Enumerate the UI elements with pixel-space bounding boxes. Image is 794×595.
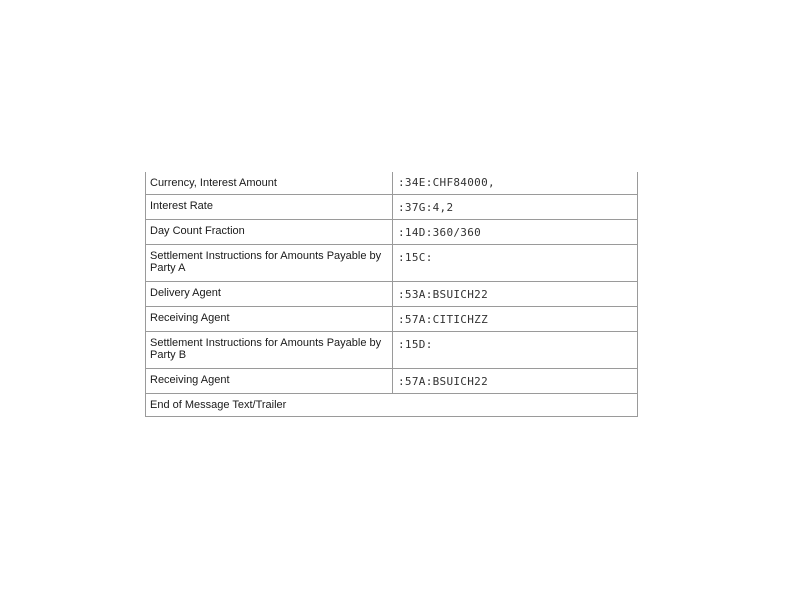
table-row	[146, 282, 638, 307]
field-label: Delivery Agent	[146, 282, 393, 307]
field-label: Day Count Fraction	[146, 220, 393, 245]
field-label: Interest Rate	[146, 195, 393, 220]
field-value: :34E:CHF84000,	[393, 172, 638, 195]
table-row	[146, 307, 638, 332]
field-value: :57A:CITICHZZ	[393, 307, 638, 332]
table-row	[146, 220, 638, 245]
field-label: Currency, Interest Amount	[146, 172, 393, 195]
table-footer-row	[146, 394, 638, 417]
field-value: :15D:	[393, 332, 638, 369]
field-label: Settlement Instructions for Amounts Payable by Party B	[146, 332, 393, 369]
field-label: Receiving Agent	[146, 369, 393, 394]
table-row	[146, 172, 638, 195]
field-value: :14D:360/360	[393, 220, 638, 245]
table-row	[146, 332, 638, 369]
table-row	[146, 195, 638, 220]
field-label: Receiving Agent	[146, 307, 393, 332]
field-value: :15C:	[393, 245, 638, 282]
table-row	[146, 369, 638, 394]
table-row	[146, 245, 638, 282]
message-trailer: End of Message Text/Trailer	[146, 394, 638, 417]
field-value: :53A:BSUICH22	[393, 282, 638, 307]
field-value: :37G:4,2	[393, 195, 638, 220]
field-value: :57A:BSUICH22	[393, 369, 638, 394]
field-label: Settlement Instructions for Amounts Payable by Party A	[146, 245, 393, 282]
swift-message-table	[145, 172, 638, 417]
